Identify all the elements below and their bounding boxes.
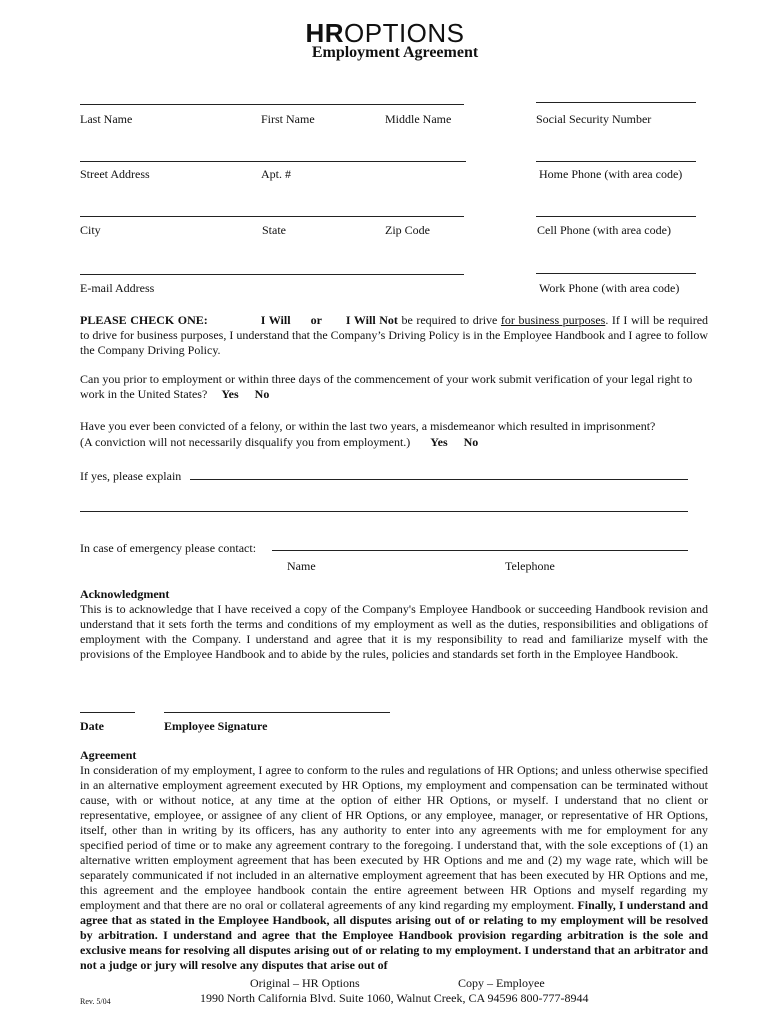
date-label: Date [80,719,104,733]
signature-line[interactable] [164,712,390,713]
street-line[interactable] [80,161,466,162]
driving-text-b: . If I will be required to drive for business purposes, I understand that the Company’s Driving Policy is in the Employee Handbook and I agree to follow the Company Driving Policy. [80,313,709,357]
i-will-not-option[interactable]: I Will Not [345,313,398,327]
conviction-no[interactable]: No [463,435,479,449]
emergency-telephone-label: Telephone [505,559,555,573]
footer-address: 1990 North California Blvd. Suite 1060, Walnut Creek, CA 94596 800-777-8944 [200,991,589,1005]
agreement-heading: Agreement [80,748,137,762]
check-one-label: PLEASE CHECK ONE: [80,313,208,327]
work-auth-paragraph [80,372,708,402]
middle-name-label: Middle Name [385,112,452,126]
work-phone-label: Work Phone (with area code) [539,281,680,295]
work-phone-line[interactable] [536,273,696,274]
page-title: Employment Agreement [311,44,479,61]
zip-label: Zip Code [385,223,430,237]
email-line[interactable] [80,274,464,275]
street-label: Street Address [80,167,150,181]
home-phone-line[interactable] [536,161,696,162]
explain-line-1[interactable] [190,479,688,480]
conviction-note-text: (A conviction will not necessarily disqualify you from employment.) [80,435,411,449]
explain-line-2[interactable] [80,511,688,512]
footer-copy: Copy – Employee [458,976,545,990]
acknowledgment-heading: Acknowledgment [80,587,170,601]
agreement-arbitration-text: Finally, I understand and agree that as stated in the Employee Handbook, all disputes arising out of or relating to my employment will be resolved by arbitration. I understand and agree that the Employee Handbook provision regarding arbitration is the sole and exclusive means for resolving all disputes arising out of or relating to my employment. I understand that an arbitrator and not a judge or jury will resolve any disputes that arise out of [80,898,708,972]
explain-label: If yes, please explain [80,469,182,483]
employee-signature-label: Employee Signature [164,719,268,733]
city-label: City [80,223,101,237]
revision-label: Rev. 5/04 [80,997,111,1006]
i-will-option[interactable]: I Will [260,313,291,327]
work-auth-question: Can you prior to employment or within three days of the commencement of your work submit verification of your legal right to work in the United States? [80,372,693,401]
email-label: E-mail Address [80,281,155,295]
work-auth-yes[interactable]: Yes [221,387,239,401]
emergency-line[interactable] [272,550,688,551]
conviction-note [80,435,478,450]
business-purposes-text: for business purposes [500,313,606,327]
acknowledgment-body: This is to acknowledge that I have received a copy of the Company's Employee Handbook or succeeding Handbook revision and understand that it sets forth the terms and conditions of my employment as well as the duties, responsibilities and obligations of employment with the Company. I understand and agree that it is my responsibility to read and familiarize myself with the provisions of the Employee Handbook and to abide by the rules, policies and standards set forth in the Employee Handbook. [80,602,708,661]
cell-phone-label: Cell Phone (with area code) [537,223,671,237]
conviction-question: Have you ever been convicted of a felony, or within the last two years, a misdemeanor which resulted in imprisonment? [80,419,656,433]
first-name-label: First Name [261,112,315,126]
driving-text-a: be required to drive [397,313,501,327]
state-label: State [262,223,286,237]
home-phone-label: Home Phone (with area code) [539,167,683,181]
logo-hr: HR [305,18,345,48]
cell-phone-line[interactable] [536,216,696,217]
conviction-yes[interactable]: Yes [430,435,448,449]
agreement-text: In consideration of my employment, I agree to conform to the rules and regulations of HR Options; and unless otherwise specified in an alternative employment agreement executed by HR Options, my employment and compensation can be terminated without cause, with or without notice, at any time at the option of either HR Options, or myself. I understand that no client or representative, employee, or assignee of any client of HR Options, or any employee, manager, or representative of HR Options, itself, other than in writing by its officers, has any authority to enter into any agreements with me for employment for any specified period of time or to make any agreement contrary to the foregoing. I understand that, with the sole exceptions of (1) an alternative written employment agreement that has been executed by HR Options and me and (2) my wage rate, which will be separately communicated if not included in an alternative employment agreement that has been executed by HR Options and me, this agreement and the employee handbook contain the entire agreement between HR Options and myself regarding my employment and that there are no oral or collateral agreements of any kind regarding my employment. [80,763,708,912]
logo-options: OPTIONS [344,18,465,48]
footer-original: Original – HR Options [250,976,360,990]
emergency-label: In case of emergency please contact: [80,541,257,555]
driving-paragraph [80,313,708,358]
or-label: or [310,313,322,327]
apt-label: Apt. # [261,167,291,181]
ssn-line[interactable] [536,102,696,103]
name-line[interactable] [80,104,464,105]
work-auth-no[interactable]: No [254,387,270,401]
ssn-label: Social Security Number [536,112,652,126]
emergency-name-label: Name [287,559,316,573]
last-name-label: Last Name [80,112,133,126]
date-line[interactable] [80,712,135,713]
city-line[interactable] [80,216,464,217]
agreement-body [80,763,708,973]
